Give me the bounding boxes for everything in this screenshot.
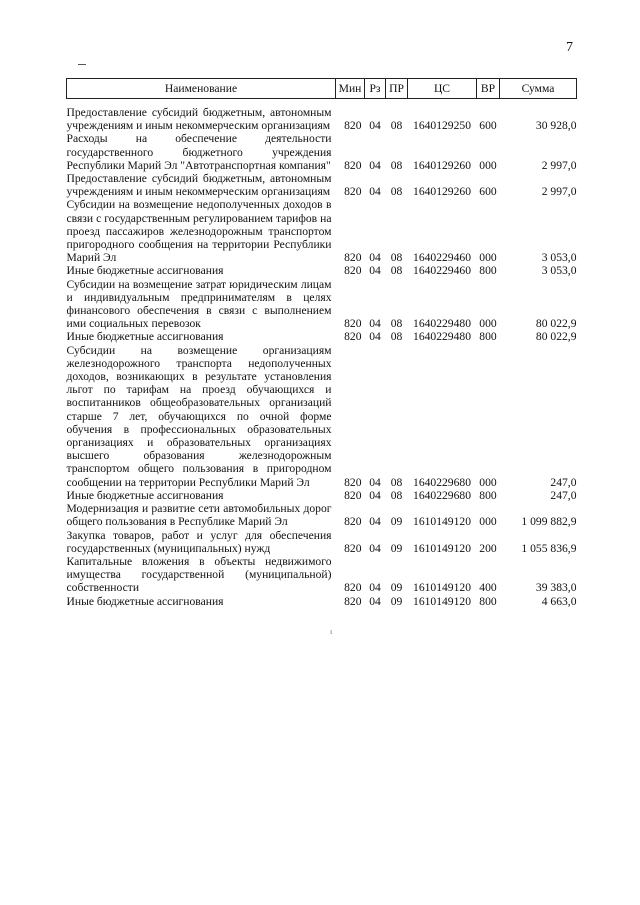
table-row [67, 278, 577, 331]
cell-min: 820 [344, 541, 362, 555]
cell-rz: 04 [369, 330, 381, 344]
cell-rz: 04 [369, 541, 381, 555]
table-row [67, 172, 577, 198]
cell-min: 820 [344, 158, 362, 172]
cell-vr: 800 [479, 264, 497, 278]
header-rz: Рз [365, 79, 386, 99]
cell-rz: 04 [369, 317, 381, 331]
cell-vr: 000 [479, 158, 497, 172]
cell-name: Капитальные вложения в объекты недвижимого имущества государственной (муниципальной) собственности [66, 554, 332, 595]
header-min: Мин [336, 79, 365, 99]
cell-min: 820 [344, 594, 362, 608]
cell-vr: 000 [479, 317, 497, 331]
cell-name: Расходы на обеспечение деятельности государственного бюджетного учреждения Республики Марий Эл "Автотранспортная компания" [66, 132, 332, 172]
cell-sum: 2 997,0 [541, 185, 577, 199]
budget-table [66, 78, 577, 608]
cell-cs: 1640129260 [413, 158, 471, 172]
cell-rz: 04 [369, 515, 381, 529]
cell-sum: 247,0 [550, 475, 577, 489]
cell-cs: 1640129260 [413, 185, 471, 199]
cell-cs: 1640229460 [413, 251, 471, 265]
cell-vr: 000 [479, 251, 497, 265]
cell-pr: 08 [390, 475, 403, 489]
cell-rz: 04 [369, 251, 381, 265]
cell-cs: 1640229480 [413, 330, 471, 344]
cell-pr: 09 [390, 581, 403, 595]
table-row [67, 132, 577, 172]
table-row [67, 502, 577, 528]
cell-name: Иные бюджетные ассигнования [66, 330, 224, 344]
cell-vr: 200 [479, 541, 497, 555]
table-row [67, 198, 577, 264]
cell-sum: 80 022,9 [535, 330, 577, 344]
header-sum: Сумма [500, 79, 577, 99]
cell-rz: 04 [369, 119, 381, 133]
cell-pr: 08 [390, 264, 403, 278]
scan-mark: ı [330, 627, 333, 636]
cell-name: Субсидии на возмещение недополученных доходов в связи с государственным регулированием тарифов на проезд пассажиров железнодорожным транспортом пригородного сообщения на территории Республики Марий Эл [66, 198, 332, 265]
cell-pr: 08 [390, 330, 403, 344]
cell-name: Субсидии на возмещение организациям железнодорожного транспорта недополученных доходов, возникающих в результате установления льгот по тарифам на проезд обучающихся и воспитанников общеобразовательных организаций старше 7 лет, обучающихся по очной форме обучения в профессиональных образовательных организациях и образовательных организациях высшего образования железнодорожным транспортом общего пользования в пригородном сообщении на территории Республики Марий Эл [66, 343, 332, 489]
cell-min: 820 [344, 251, 362, 265]
cell-name: Закупка товаров, работ и услуг для обеспечения государственных (муниципальных) нужд [66, 528, 332, 555]
cell-name: Иные бюджетные ассигнования [66, 594, 224, 608]
table-row [67, 344, 577, 489]
table-row [67, 106, 577, 132]
cell-vr: 600 [479, 119, 497, 133]
cell-sum: 247,0 [550, 488, 577, 502]
cell-rz: 04 [369, 264, 381, 278]
cell-cs: 1610149120 [413, 515, 471, 529]
cell-vr: 600 [479, 185, 497, 199]
cell-name: Модернизация и развитие сети автомобильных дорог общего пользования в Республике Марий Эл [66, 502, 332, 529]
cell-sum: 80 022,9 [535, 317, 577, 331]
cell-pr: 09 [390, 541, 403, 555]
cell-pr: 08 [390, 251, 403, 265]
cell-name: Субсидии на возмещение затрат юридическим лицам и индивидуальным предпринимателям в целях финансового обеспечения в связи с выполнением ими социальных перевозок [66, 277, 332, 331]
cell-min: 820 [344, 488, 362, 502]
table-header-row [67, 79, 577, 99]
cell-min: 820 [344, 330, 362, 344]
cell-name: Иные бюджетные ассигнования [66, 488, 224, 502]
scan-dash-mark [78, 64, 86, 65]
cell-name: Иные бюджетные ассигнования [66, 264, 224, 278]
cell-min: 820 [344, 475, 362, 489]
cell-pr: 08 [390, 185, 403, 199]
table-row [67, 264, 577, 277]
header-vr: ВР [477, 79, 500, 99]
cell-vr: 400 [479, 581, 497, 595]
cell-min: 820 [344, 264, 362, 278]
cell-vr: 000 [479, 515, 497, 529]
cell-rz: 04 [369, 475, 381, 489]
cell-vr: 800 [479, 330, 497, 344]
cell-min: 820 [344, 185, 362, 199]
table-row [67, 489, 577, 502]
cell-rz: 04 [369, 581, 381, 595]
cell-rz: 04 [369, 488, 381, 502]
cell-vr: 000 [479, 475, 497, 489]
header-cs: ЦС [408, 79, 477, 99]
cell-min: 820 [344, 581, 362, 595]
cell-pr: 08 [390, 158, 403, 172]
page-number: 7 [566, 40, 573, 55]
cell-sum: 39 383,0 [535, 581, 577, 595]
cell-sum: 30 928,0 [535, 119, 577, 133]
cell-name: Предоставление субсидий бюджетным, автономным учреждениям и иным некоммерческим организациям [66, 106, 332, 133]
cell-cs: 1640229680 [413, 475, 471, 489]
cell-cs: 1640229680 [413, 488, 471, 502]
cell-min: 820 [344, 119, 362, 133]
cell-sum: 3 053,0 [541, 251, 577, 265]
cell-pr: 08 [390, 317, 403, 331]
table-row [67, 555, 577, 595]
table-row [67, 595, 577, 608]
cell-sum: 1 055 836,9 [521, 541, 577, 555]
cell-sum: 3 053,0 [541, 264, 577, 278]
cell-pr: 08 [390, 488, 403, 502]
cell-min: 820 [344, 515, 362, 529]
cell-pr: 09 [390, 515, 403, 529]
cell-rz: 04 [369, 158, 381, 172]
cell-cs: 1640229480 [413, 317, 471, 331]
cell-cs: 1610149120 [413, 581, 471, 595]
header-name: Наименование [67, 79, 336, 99]
cell-name: Предоставление субсидий бюджетным, автономным учреждениям и иным некоммерческим организациям [66, 172, 332, 199]
table-body [67, 99, 577, 608]
cell-pr: 08 [390, 119, 403, 133]
cell-sum: 1 099 882,9 [521, 515, 577, 529]
cell-vr: 800 [479, 594, 497, 608]
cell-pr: 09 [390, 594, 403, 608]
cell-rz: 04 [369, 594, 381, 608]
cell-rz: 04 [369, 185, 381, 199]
cell-cs: 1610149120 [413, 541, 471, 555]
cell-sum: 2 997,0 [541, 158, 577, 172]
table-row [67, 330, 577, 343]
cell-cs: 1610149120 [413, 594, 471, 608]
cell-vr: 800 [479, 488, 497, 502]
cell-min: 820 [344, 317, 362, 331]
cell-sum: 4 663,0 [541, 594, 577, 608]
cell-cs: 1640129250 [413, 119, 471, 133]
table-row [67, 529, 577, 555]
header-pr: ПР [386, 79, 408, 99]
cell-cs: 1640229460 [413, 264, 471, 278]
